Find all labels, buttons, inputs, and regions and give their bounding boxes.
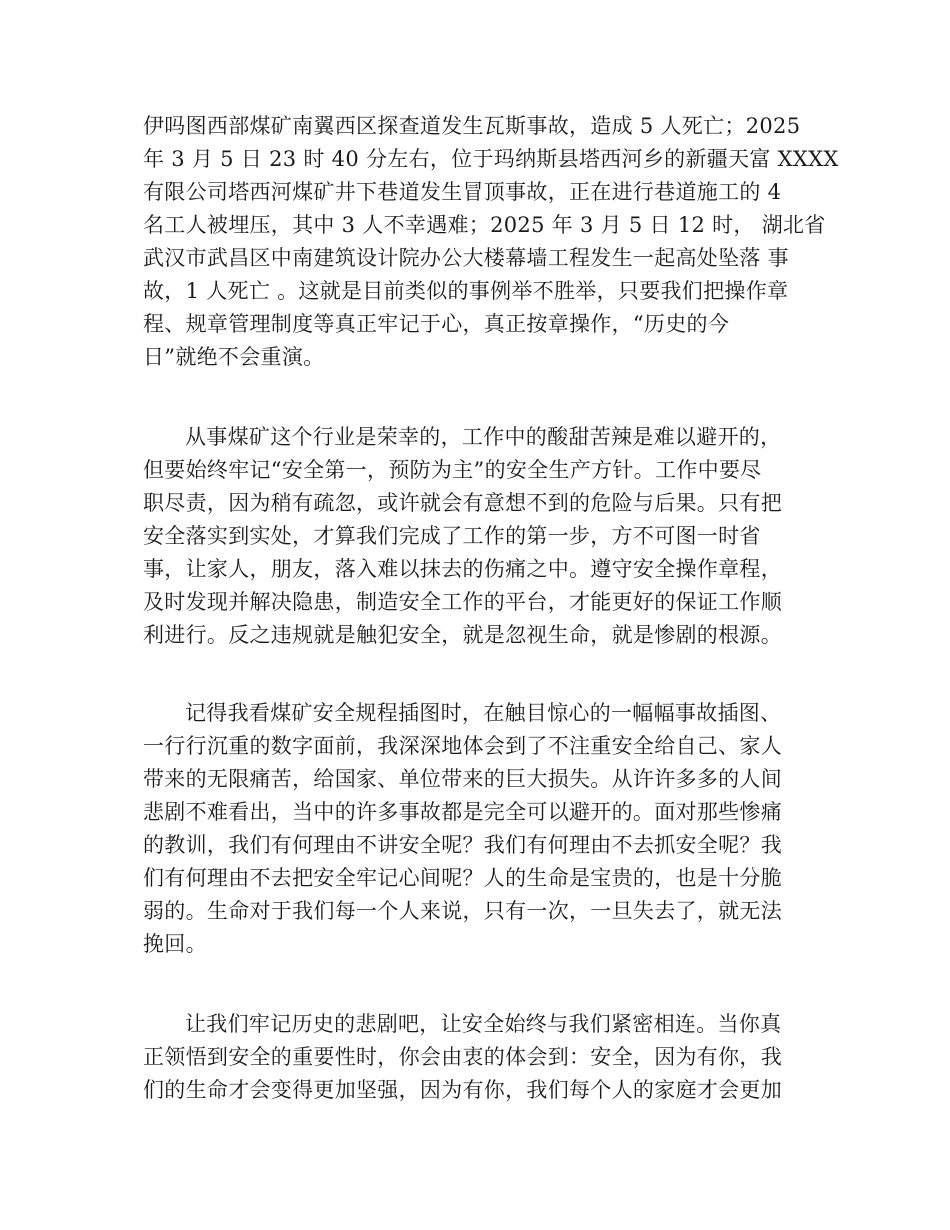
paragraph-line: 挽回。 [143,932,207,956]
paragraph-3 [143,697,815,961]
paragraph-line: 的教训，我们有何理由不讲安全呢？我们有何理由不去抓安全呢？我 [143,833,782,857]
paragraph-line: 带来的无限痛苦，给国家、单位带来的巨大损失。从许许多多的人间 [143,767,782,791]
paragraph-line: 及时发现并解决隐患，制造安全工作的平台，才能更好的保证工作顺 [143,590,782,614]
paragraph-line: 安全落实到实处，才算我们完成了工作的第一步，方不可图一时省 [143,524,761,548]
paragraph-1 [143,110,839,374]
paragraph-line: 悲剧不难看出，当中的许多事故都是完全可以避开的。面对那些惨痛 [143,800,782,824]
paragraph-line: 名工人被埋压，其中 3 人不幸遇难；2025 年 3 月 5 日 12 时， 湖北省 [143,213,826,237]
paragraph-line: 武汉市武昌区中南建筑设计院办公大楼幕墙工程发生一起高处坠落 事 [143,246,789,270]
paragraph-line: 故，1 人死亡 。这就是目前类似的事例举不胜举，只要我们把操作章 [143,279,789,303]
paragraph-line: 弱的。生命对于我们每一个人来说，只有一次，一旦失去了，就无法 [143,899,782,923]
paragraph-line: 正领悟到安全的重要性时，你会由衷的体会到：安全，因为有你，我 [143,1045,782,1069]
paragraph-line: 事，让家人，朋友，落入难以抹去的伤痛之中。遵守安全操作章程， [143,557,782,581]
paragraph-4 [143,1008,815,1107]
paragraph-line: 一行行沉重的数字面前，我深深地体会到了不注重安全给自己、家人 [143,734,782,758]
paragraph-2 [143,421,815,652]
paragraph-line: 从事煤矿这个行业是荣幸的，工作中的酸甜苦辣是难以避开的， [185,425,782,449]
paragraph-line: 程、规章管理制度等真正牢记于心，真正按章操作，“历史的今 [143,312,730,336]
paragraph-line: 日”就绝不会重演。 [143,345,325,369]
paragraph-line: 职尽责，因为稍有疏忽，或许就会有意想不到的危险与后果。只有把 [143,491,782,515]
paragraph-line: 年 3 月 5 日 23 时 40 分左右，位于玛纳斯县塔西河乡的新疆天富 XXXX [143,147,839,171]
paragraph-line: 但要始终牢记“安全第一，预防为主”的安全生产方针。工作中要尽 [143,458,762,482]
paragraph-line: 伊吗图西部煤矿南翼西区探查道发生瓦斯事故，造成 5 人死亡；2025 [143,114,801,138]
paragraph-line: 们的生命才会变得更加坚强，因为有你，我们每个人的家庭才会更加 [143,1078,782,1102]
paragraph-line: 利进行。反之违规就是触犯安全，就是忽视生命，就是惨剧的根源。 [143,623,782,647]
paragraph-line: 有限公司塔西河煤矿井下巷道发生冒顶事故，正在进行巷道施工的 4 [143,180,782,204]
paragraph-line: 让我们牢记历史的悲剧吧，让安全始终与我们紧密相连。当你真 [185,1012,782,1036]
paragraph-line: 们有何理由不去把安全牢记心间呢？人的生命是宝贵的，也是十分脆 [143,866,782,890]
paragraph-line: 记得我看煤矿安全规程插图时，在触目惊心的一幅幅事故插图、 [185,701,782,725]
